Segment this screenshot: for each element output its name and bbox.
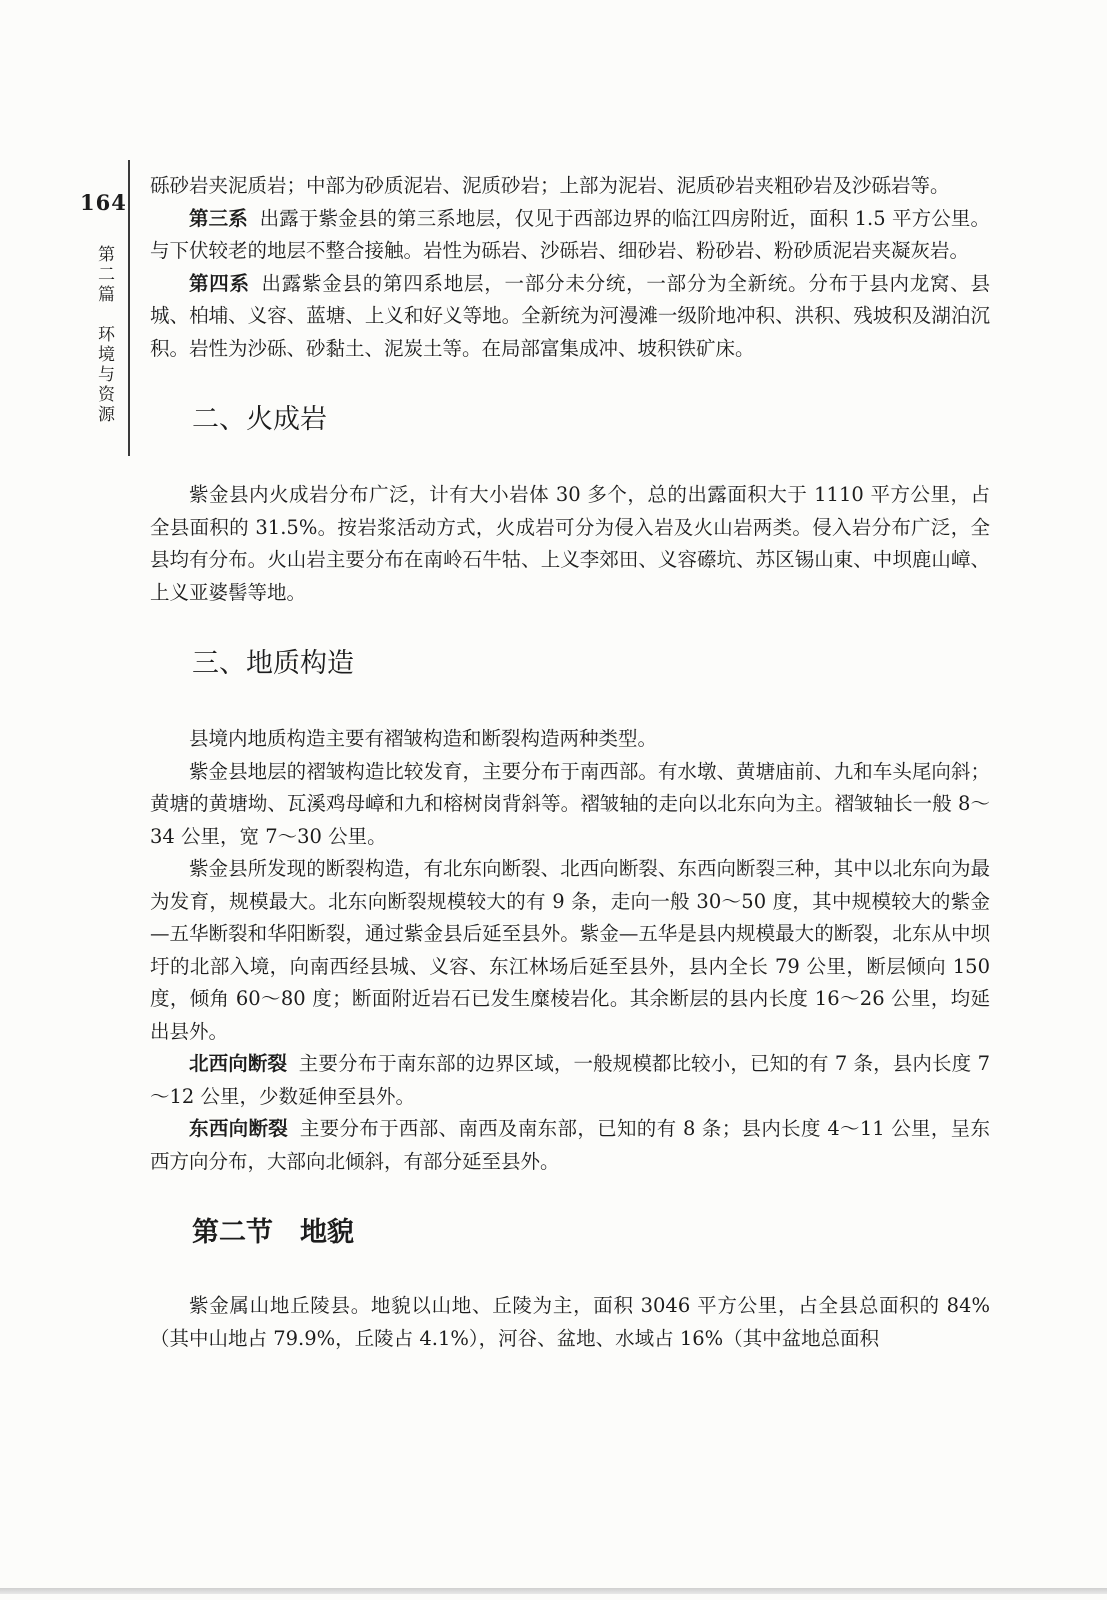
paragraph: 紫金县所发现的断裂构造，有北东向断裂、北西向断裂、东西向断裂三种，其中以北东向为最为发育，规模最大。北东向断裂规模较大的有 9 条，走向一般 30～50 度，其中规模较大的紫金—五华断裂和华阳断裂，通过紫金县后延至县外。紫金—五华是县内规模最大的断裂，北东从中坝圩的北部入境，向南西经县城、义容、东江林场后延至县外，县内全长 79 公里，断层倾向 150 度，倾角 60～80 度；断面附近岩石已发生糜棱岩化。其余断层的县内长度 16～26 公里，均延出县外。 xyxy=(150,857,990,1043)
page-number: 164 xyxy=(80,190,127,215)
paragraph-tertiary xyxy=(150,203,990,268)
section-heading-igneous: 二、火成岩 xyxy=(192,404,327,435)
paragraph: 砾砂岩夹泥质岩；中部为砂质泥岩、泥质砂岩；上部为泥岩、泥质砂岩夹粗砂岩及沙砾岩等。 xyxy=(150,174,950,197)
paragraph-quaternary xyxy=(150,268,990,366)
running-head: 第二篇 环境与资源 xyxy=(94,245,114,425)
term-lead: 北西向断裂 xyxy=(189,1052,288,1075)
term-lead: 第四系 xyxy=(189,271,250,295)
page-content xyxy=(150,170,990,1355)
paragraph-text: 主要分布于南东部的边界区域，一般规模都比较小，已知的有 7 条，县内长度 7～12 公里，少数延伸至县外。 xyxy=(150,1052,990,1108)
chapter-section-heading: 第二节 地貌 xyxy=(192,1217,354,1248)
scan-bottom-edge xyxy=(0,1588,1107,1594)
paragraph-nw-faults xyxy=(150,1048,990,1113)
term-lead: 东西向断裂 xyxy=(189,1117,289,1140)
paragraph-ew-faults xyxy=(150,1113,990,1178)
paragraph: 紫金县内火成岩分布广泛，计有大小岩体 30 多个，总的出露面积大于 1110 平方公里，占全县面积的 31.5%。按岩浆活动方式，火成岩可分为侵入岩及火山岩两类。侵入岩分布广泛，全县均有分布。火山岩主要分布在南岭石牛牯、上义李郊田、义容礤坑、苏区锡山東、中坝鹿山嶂、上义亚婆髻等地。 xyxy=(150,483,990,604)
paragraph: 紫金县地层的褶皱构造比较发育，主要分布于南西部。有水墩、黄塘庙前、九和车头尾向斜；黄塘的黄塘坳、瓦溪鸡母嶂和九和榕树岗背斜等。褶皱轴的走向以北东向为主。褶皱轴长一般 8～34 公里，宽 7～30 公里。 xyxy=(150,759,990,848)
paragraph-text: 出露紫金县的第四系地层，一部分未分统，一部分为全新统。分布于县内龙窝、县城、柏埔、义容、蓝塘、上义和好义等地。全新统为河漫滩一级阶地冲积、洪积、残坡积及湖泊沉积。岩性为沙砾、砂黏土、泥炭土等。在局部富集成冲、坡积铁矿床。 xyxy=(150,271,990,360)
paragraph: 县境内地质构造主要有褶皱构造和断裂构造两种类型。 xyxy=(189,727,658,750)
term-lead: 第三系 xyxy=(189,206,248,230)
section-heading-structure: 三、地质构造 xyxy=(192,648,354,679)
margin-rule xyxy=(128,160,130,456)
paragraph-text: 主要分布于西部、南西及南东部，已知的有 8 条；县内长度 4～11 公里，呈东西方向分布，大部向北倾斜，有部分延至县外。 xyxy=(150,1117,990,1173)
paragraph: 紫金属山地丘陵县。地貌以山地、丘陵为主，面积 3046 平方公里，占全县总面积的 84%（其中山地占 79.9%，丘陵占 4.1%），河谷、盆地、水域占 16%（其中盆地总面积 xyxy=(150,1294,990,1350)
paragraph-text: 出露于紫金县的第三系地层，仅见于西部边界的临江四房附近，面积 1.5 平方公里。与下伏较老的地层不整合接触。岩性为砾岩、沙砾岩、细砂岩、粉砂岩、粉砂质泥岩夹凝灰岩。 xyxy=(150,206,990,262)
